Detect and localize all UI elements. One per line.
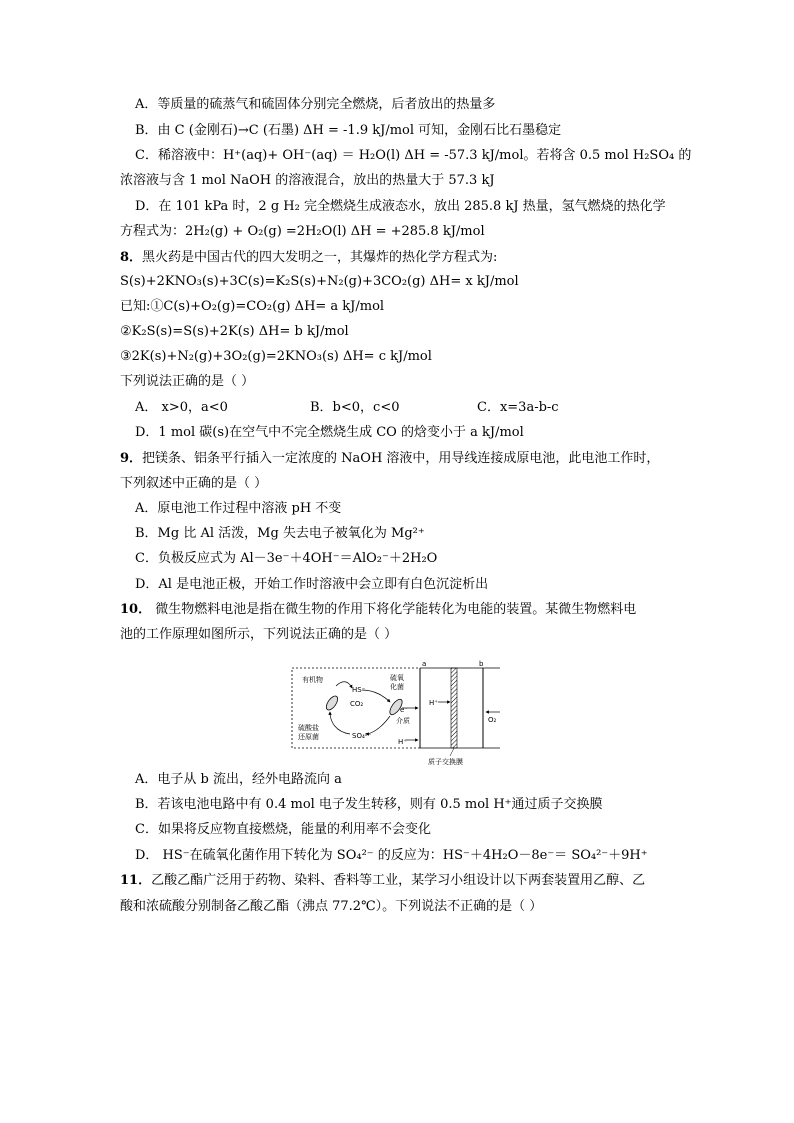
label-organic: 有机物	[302, 676, 323, 684]
option-7c: C．稀溶液中：H⁺(aq)+ OH⁻(aq) ＝ H₂O(l) ΔH = -57.3 kJ/mol。若将含 0.5 mol H₂SO₄ 的	[135, 148, 692, 163]
equation-2: ②K₂S(s)=S(s)+2K(s) ΔH= b kJ/mol	[120, 324, 349, 339]
option-7d: D．在 101 kPa 时，2 g H₂ 完全燃烧生成液态水，放出 285.8 kJ 热量，氢气燃烧的热化学	[135, 199, 666, 214]
question-11-stem: 11．乙酸乙酯广泛用于药物、染料、香料等工业，某学习小组设计以下两套装置用乙醇、乙	[120, 873, 646, 888]
option-10a: A．电子从 b 流出，经外电路流向 a	[135, 772, 342, 787]
question-10-stem-cont: 池的工作原理如图所示，下列说法正确的是（ ）	[120, 627, 398, 642]
option-8c: C．x=3a-b-c	[477, 400, 559, 415]
question-10-stem: 10． 微生物燃料电池是指在微生物的作用下将化学能转化为电能的装置。某微生物燃料电	[120, 602, 637, 617]
arrow-organic	[336, 682, 352, 688]
option-10b: B．若该电池电路中有 0.4 mol 电子发生转移，则有 0.5 mol H⁺通过质子交换膜	[135, 797, 603, 812]
question-11-number: 11．	[120, 873, 152, 888]
arrow-loop	[330, 712, 350, 734]
label-medium: 介质	[396, 717, 410, 725]
option-10d: D． HS⁻在硫氧化菌作用下转化为 SO₄²⁻ 的反应为：HS⁻＋4H₂O－8e⁻＝ SO₄²⁻＋9H⁺	[135, 848, 648, 863]
membrane-leader	[450, 748, 454, 756]
label-membrane: 质子交换膜	[428, 758, 463, 766]
option-8a: A． x>0，a<0	[135, 400, 228, 415]
equation-1: 已知:①C(s)+O₂(g)=CO₂(g) ΔH= a kJ/mol	[120, 299, 385, 314]
question-8-prompt: 下列说法正确的是（ ）	[120, 374, 255, 389]
label-h-plus-mid: H⁺	[429, 699, 438, 707]
label-so4: SO₄²⁻	[352, 732, 372, 740]
label-o2: O₂	[488, 716, 497, 724]
arrow-hs	[362, 690, 390, 702]
option-7a: A．等质量的硫蒸气和硫固体分别完全燃烧，后者放出的热量多	[135, 97, 496, 112]
option-9a: A．原电池工作过程中溶液 pH 不变	[135, 501, 342, 516]
option-9c: C．负极反应式为 Al－3e⁻＋4OH⁻＝AlO₂⁻＋2H₂O	[135, 551, 438, 566]
label-sulfate-reducer-2: 还原菌	[298, 733, 319, 741]
question-9-stem: 9．把镁条、铝条平行插入一定浓度的 NaOH 溶液中，用导线连接成原电池，此电池工作时，	[120, 451, 660, 466]
label-electron: e⁻	[400, 706, 409, 714]
question-10-number: 10．	[120, 602, 152, 617]
option-7b: B．由 C (金刚石)→C (石墨) ΔH = -1.9 kJ/mol 可知，金刚石比石墨稳定	[135, 123, 562, 138]
option-10c: C．如果将反应物直接燃烧，能量的利用率不会变化	[135, 822, 431, 837]
option-7d-cont: 方程式为：2H₂(g) + O₂(g) =2H₂O(l) ΔH = +285.8 kJ/mol	[120, 224, 485, 239]
question-9-stem-cont: 下列叙述中正确的是（ ）	[120, 476, 268, 491]
proton-membrane	[451, 668, 457, 748]
question-8-number: 8．	[120, 250, 143, 265]
label-sulfur-ox-1: 硫氧	[390, 674, 404, 682]
fuel-cell-diagram	[290, 660, 502, 768]
question-9-number: 9．	[120, 451, 143, 466]
option-7c-cont: 浓溶液与含 1 mol NaOH 的溶液混合，放出的热量大于 57.3 kJ	[120, 173, 495, 188]
bacteria-reducer	[324, 694, 340, 712]
label-h-plus-low: H⁺	[398, 738, 407, 746]
label-a: a	[422, 660, 427, 668]
equation-3: ③2K(s)+N₂(g)+3O₂(g)=2KNO₃(s) ΔH= c kJ/mol	[120, 349, 432, 364]
label-sulfate-reducer-1: 硫酸盐	[298, 724, 319, 732]
option-8d: D．1 mol 碳(s)在空气中不完全燃烧生成 CO 的焓变小于 a kJ/mol	[135, 425, 524, 440]
option-9d: D．Al 是电池正极，开始工作时溶液中会立即有白色沉淀析出	[135, 577, 489, 592]
option-9b: B．Mg 比 Al 活泼，Mg 失去电子被氧化为 Mg²⁺	[135, 526, 425, 541]
label-sulfur-ox-2: 化菌	[390, 683, 404, 691]
question-8-stem: 8．黑火药是中国古代的四大发明之一，其爆炸的热化学方程式为:	[120, 250, 498, 265]
label-hs: HS⁻	[352, 686, 366, 694]
option-8b: B．b<0，c<0	[310, 400, 400, 415]
label-b: b	[479, 660, 484, 668]
equation-main: S(s)+2KNO₃(s)+3C(s)=K₂S(s)+N₂(g)+3CO₂(g) ΔH= x kJ/mol	[120, 274, 519, 289]
question-11-stem-cont: 酸和浓硫酸分别制备乙酸乙酯（沸点 77.2℃）。下列说法不正确的是（ ）	[120, 899, 543, 914]
label-co2: CO₂	[350, 700, 364, 708]
